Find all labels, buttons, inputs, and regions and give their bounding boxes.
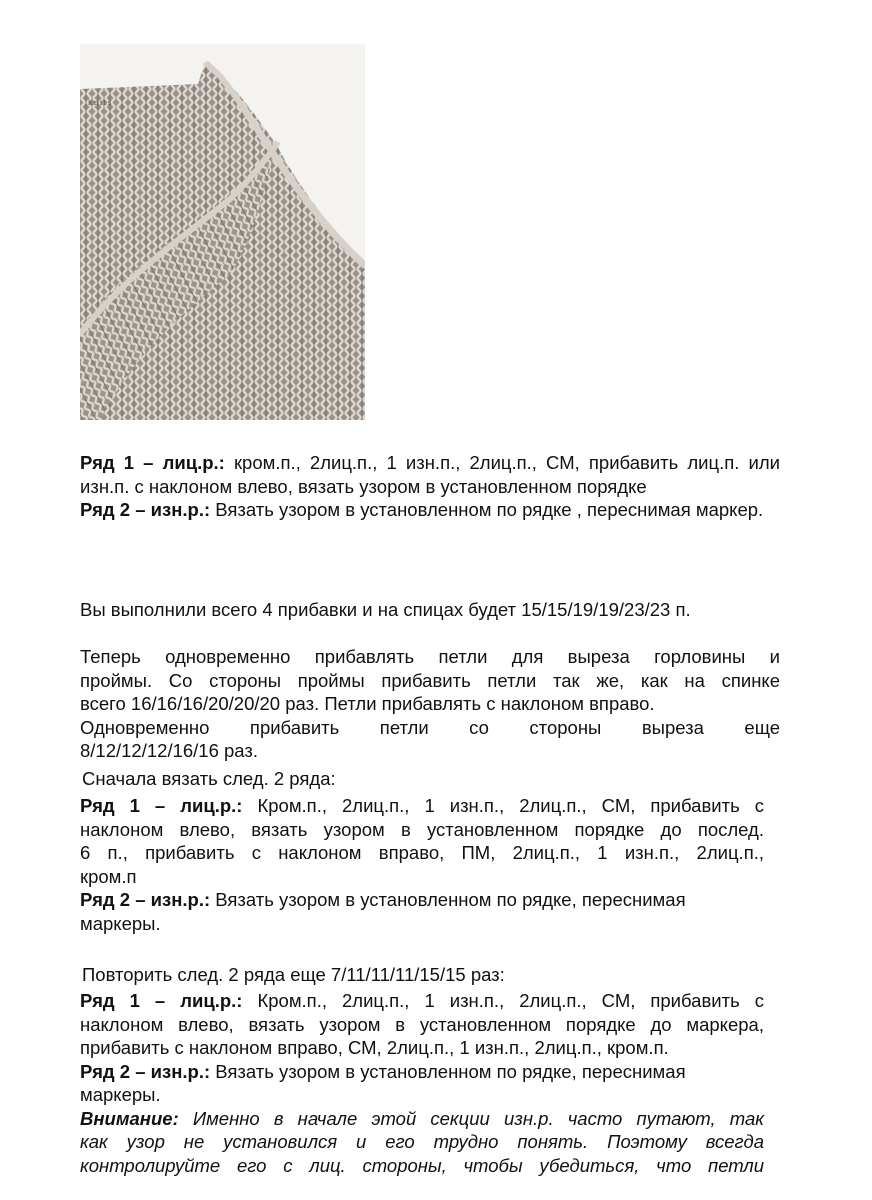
first-row2-label: Ряд 2 – изн.р.: (80, 889, 211, 910)
first-row1-text: Кром.п., 2лиц.п., 1 изн.п., 2лиц.п., СМ, прибавить с (242, 795, 764, 816)
attention-line: как узор не установился и его трудно понять. Поэтому всегда (80, 1131, 764, 1152)
paragraph-line: проймы. Со стороны проймы прибавить петли так же, как на спинке (80, 669, 780, 691)
row2-text (80, 499, 763, 520)
attention-line: контролируйте его с лиц. стороны, чтобы убедиться, что петли (80, 1154, 764, 1176)
row1-label: Ряд 1 – лиц.р.: (80, 452, 225, 473)
row1-instructions: кром.п., 2лиц.п., 1 изн.п., 2лиц.п., СМ, прибавить лиц.п. или изн.п. с наклоном влево, вязать узором в установленном порядке (80, 452, 780, 497)
row1-text (80, 452, 780, 497)
knitted-vest-illustration (80, 44, 365, 420)
repeat-rows (80, 989, 764, 1177)
first-row1-line: кром.п (80, 865, 137, 887)
repeat-row2-label: Ряд 2 – изн.р.: (80, 1060, 211, 1082)
first-row2-line (80, 888, 764, 912)
photo-tag-label: knits (88, 99, 113, 107)
paragraph-line: Теперь одновременно прибавлять петли для выреза горловины и (80, 646, 780, 667)
repeat-row1-line: прибавить с наклоном вправо, СМ, 2лиц.п., 1 изн.п., 2лиц.п., кром.п. (80, 1037, 669, 1058)
knitted-vest-photo (80, 44, 365, 420)
first-row1-line (80, 794, 764, 818)
paragraph-line: всего 16/16/16/20/20/20 раз. Петли прибавлять с наклоном вправо. (80, 693, 655, 714)
first-row1-line: наклоном влево, вязать узором в установленном порядке до послед. (80, 818, 764, 840)
repeat-row1-line: наклоном влево, вязать узором в установленном порядке до маркера, (80, 1013, 764, 1035)
attention-label: Внимание: (80, 1107, 179, 1129)
paragraph-line: Одновременно прибавить петли со стороны выреза еще (80, 716, 780, 738)
repeat-row1-label: Ряд 1 – лиц.р.: (80, 990, 243, 1011)
first-rows (80, 794, 764, 935)
row2-instructions: Вязать узором в установленном по рядке , переснимая маркер. (210, 499, 764, 520)
first-row1-line: 6 п., прибавить с наклоном вправо, ПМ, 2лиц.п., 1 изн.п., 2лиц.п., (80, 842, 764, 863)
first-row2-text: Вязать узором в установленном по рядке, переснимая (210, 889, 686, 910)
first-row1-label: Ряд 1 – лиц.р.: (80, 795, 243, 816)
paragraph-line: 8/12/12/12/16/16 раз. (80, 740, 259, 761)
repeat-row1-text: Кром.п., 2лиц.п., 1 изн.п., 2лиц.п., СМ, прибавить с (242, 990, 764, 1011)
repeat-row1-line (80, 989, 764, 1013)
first-row2-line: маркеры. (80, 912, 161, 934)
row2-label: Ряд 2 – изн.р.: (80, 499, 211, 520)
summary-paragraph: Вы выполнили всего 4 прибавки и на спицах будет 15/15/19/19/23/23 п. (80, 599, 691, 620)
section1-rows (80, 451, 780, 522)
first-rows-intro: Сначала вязать след. 2 ряда: (82, 768, 336, 789)
attention-line (80, 1107, 764, 1131)
repeat-row2-text: Вязать узором в установленном по рядке, переснимая (210, 1060, 686, 1082)
repeat-row2-line (80, 1060, 764, 1084)
increase-paragraph (80, 645, 780, 763)
attention-text: Именно в начале этой секции изн.р. часто путают, так (178, 1107, 764, 1129)
repeat-row2-line: маркеры. (80, 1084, 161, 1105)
repeat-intro: Повторить след. 2 ряда еще 7/11/11/11/15/15 раз: (82, 964, 505, 985)
